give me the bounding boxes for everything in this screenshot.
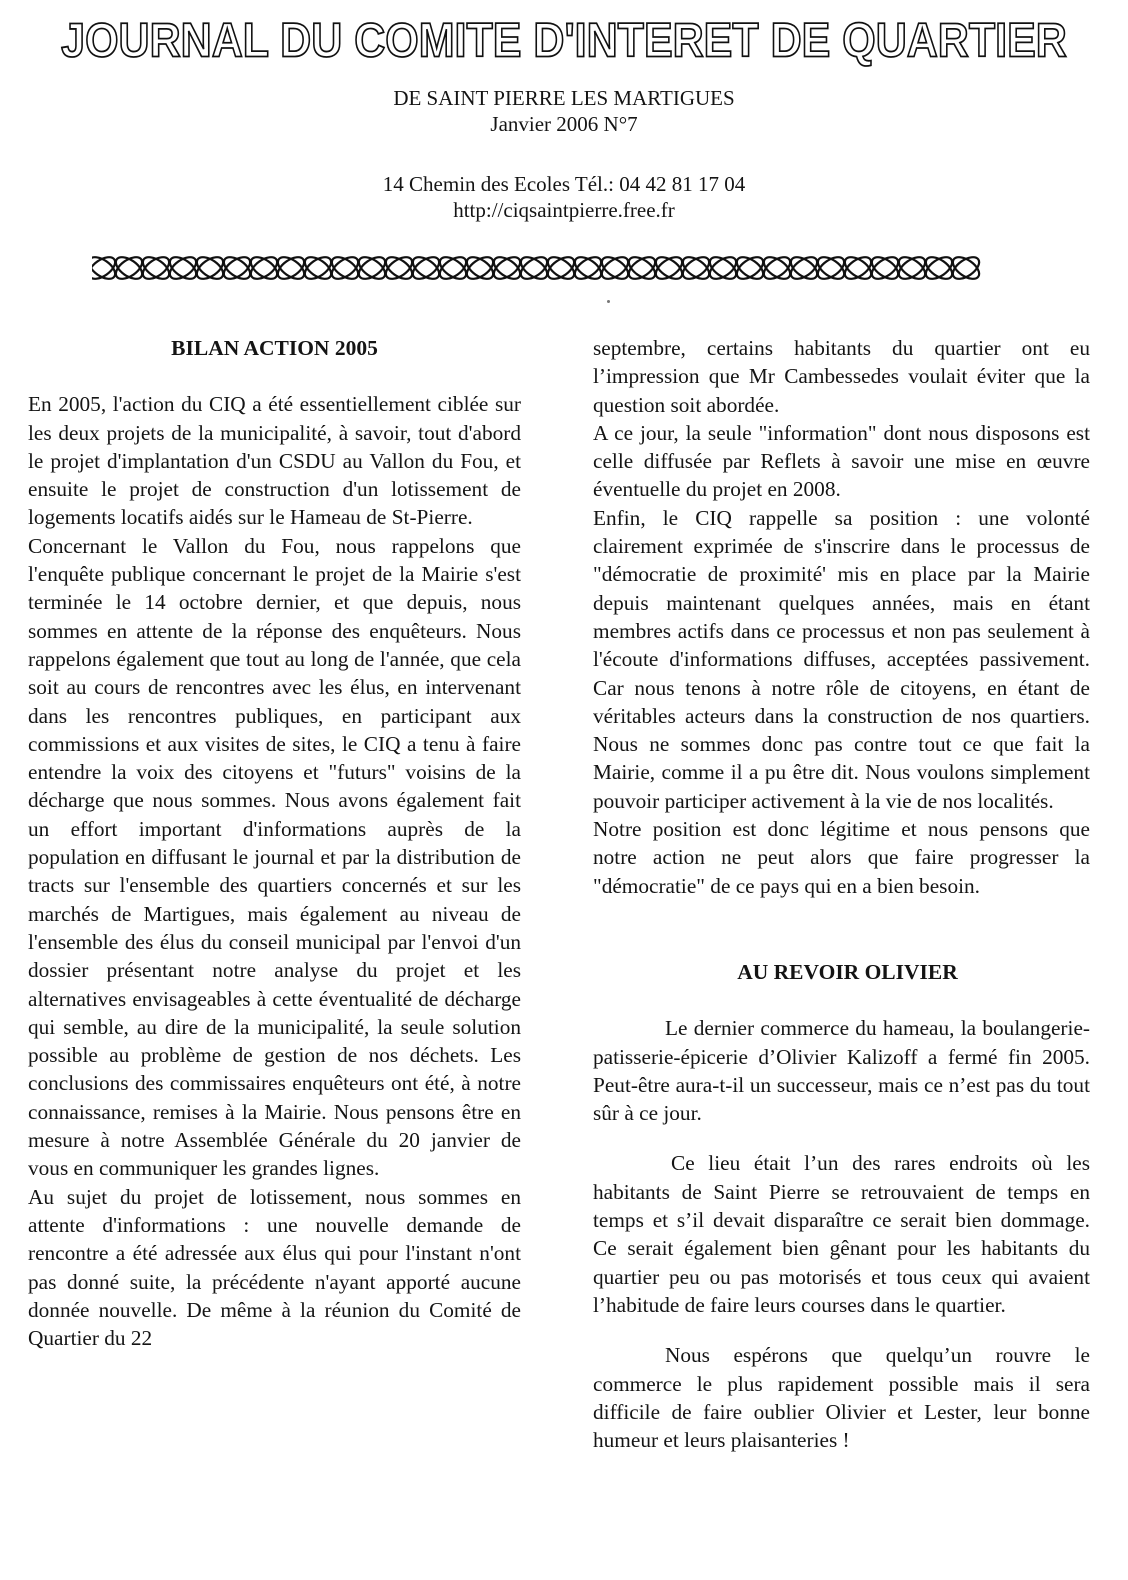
- article-paragraph: En 2005, l'action du CIQ a été essentiellement ciblée sur les deux projets de la municipalité, à savoir, tout d'abord le projet d'implantation d'un CSDU au Vallon du Fou, et ensuite le projet de construction d'un lotissement de logements locatifs aidés sur le Hameau de St-Pierre.: [28, 392, 521, 530]
- article-paragraph: Enfin, le CIQ rappelle sa position : une volonté clairement exprimée de s'inscrire dans le processus de "démocratie de proximité' mis en place par la Mairie depuis maintenant quelques années, mais en étant membres actifs dans ce processus et non pas seulement à l'écoute d'informations diffuses, acceptées passivement. Car nous tenons à notre rôle de citoyens, en étant de véritables acteurs dans la construction de nos quartiers. Nous ne sommes donc pas contre tout ce que fait la Mairie, comme il a pu être dit. Nous voulons simplement pouvoir participer activement à la vie de nos localités.: [593, 505, 1090, 813]
- article-paragraph: Notre position est donc légitime et nous pensons que notre action ne peut alors que faire progresser la "démocratie" de ce pays qui en a bien besoin.: [593, 817, 1090, 898]
- article-paragraph: septembre, certains habitants du quartier ont eu l’impression que Mr Cambessedes voulait éviter que la question soit abordée.: [593, 336, 1090, 417]
- website-url: http://ciqsaintpierre.free.fr: [453, 198, 675, 222]
- article-paragraph: Nous espérons que quelqu’un rouvre le commerce le plus rapidement possible mais il sera difficile de faire oublier Olivier et Lester, leur bonne humeur et leurs plaisanteries !: [593, 1343, 1090, 1453]
- article-title-bilan: BILAN ACTION 2005: [171, 336, 378, 360]
- left-column: [28, 334, 521, 1352]
- article-paragraph: A ce jour, la seule "information" dont nous disposons est celle diffusée par Reflets à savoir une mise en œuvre éventuelle du projet en 2008.: [593, 420, 1090, 502]
- journal-subtitle: DE SAINT PIERRE LES MARTIGUES: [393, 86, 735, 110]
- decorative-divider: [92, 254, 992, 282]
- scan-speck: [607, 300, 610, 303]
- right-column: [593, 334, 1090, 1454]
- article-paragraph: Au sujet du projet de lotissement, nous sommes en attente d'informations : une nouvelle demande de rencontre a été adressée aux élus qui pour l'instant n'ont pas donné suite, la précédente n'ayant apporté aucune donnée nouvelle. De même à la réunion du Comité de Quartier du 22: [28, 1184, 521, 1351]
- journal-masthead: JOURNAL DU COMITE D'INTERET DE QUARTIER: [61, 14, 1067, 68]
- article-paragraph: Concernant le Vallon du Fou, nous rappelons que l'enquête publique concernant le projet de la Mairie s'est terminée le 14 octobre dernier, et que depuis, nous sommes en attente de la réponse des enquêteurs. Nous rappelons également que tout au long de l'année, que cela soit au cours de rencontres avec les élus, en intervenant dans les rencontres publiques, en participant aux commissions et aux visites de sites, le CIQ a tenu à faire entendre la voix des citoyens et "futurs" voisins de la décharge que nous sommes. Nous avons également fait un effort important d'informations auprès de la population en diffusant le journal et par la distribution de tracts sur l'ensemble des quartiers concernés et sur les marchés de Martigues, mais également au niveau de l'ensemble des élus du conseil municipal par l'envoi d'un dossier présentant notre analyse du projet et les alternatives envisageables à cette éventualité de décharge qui semble, au dire de la municipalité, la seule solution possible au problème de gestion de nos déchets. Les conclusions des commissaires enquêteurs ont été, à notre connaissance, remises à la Mairie. Nous pensons être en mesure à notre Assemblée Générale du 20 janvier de vous en communiquer les grandes lignes.: [28, 533, 521, 1181]
- contact-address: 14 Chemin des Ecoles Tél.: 04 42 81 17 04: [382, 172, 746, 196]
- article-paragraph: Ce lieu était l’un des rares endroits où les habitants de Saint Pierre se retrouvaient de temps en temps et s’il devait disparaître ce serait bien dommage. Ce serait également bien gênant pour les habitants du quartier peu ou pas motorisés et tous ceux qui avaient l’habitude de faire leurs courses dans le quartier.: [593, 1151, 1090, 1317]
- article-paragraph: Le dernier commerce du hameau, la boulangerie-patisserie-épicerie d’Olivier Kalizoff a fermé fin 2005. Peut-être aura-t-il un successeur, mais ce n’est pas du tout sûr à ce jour.: [593, 1016, 1090, 1126]
- article-title-au-revoir: AU REVOIR OLIVIER: [737, 959, 958, 984]
- issue-date: Janvier 2006 N°7: [490, 112, 638, 136]
